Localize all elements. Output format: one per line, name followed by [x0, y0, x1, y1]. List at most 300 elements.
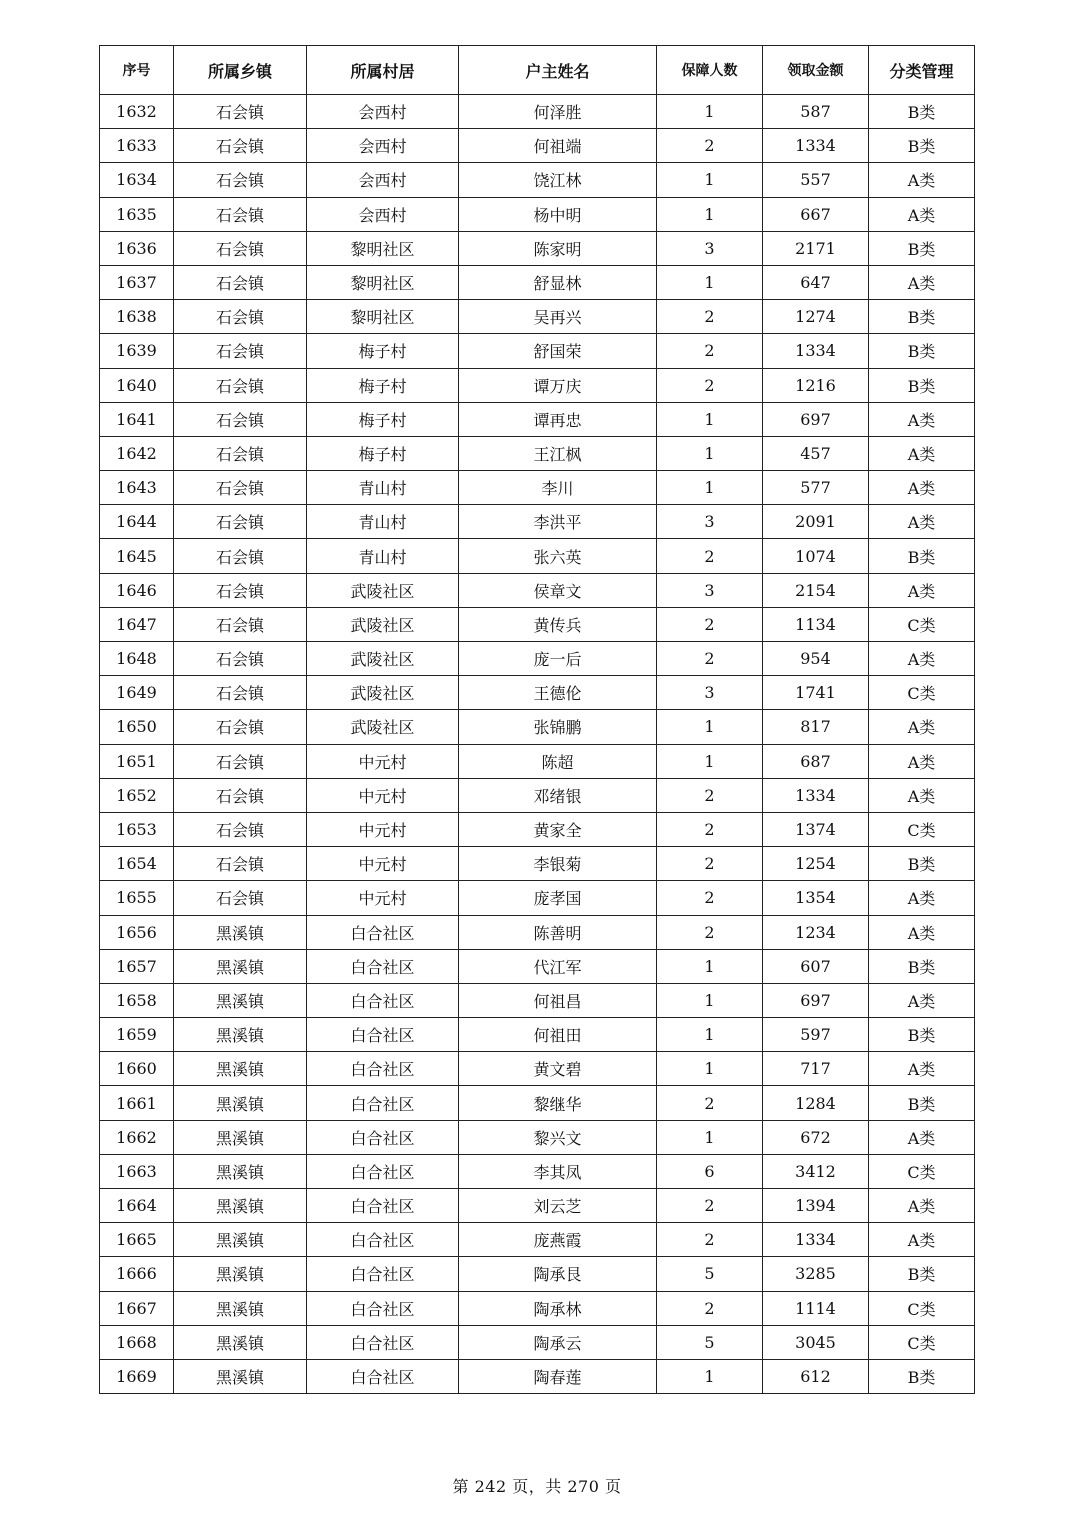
table-row — [100, 402, 975, 436]
cell-persons: 2 — [657, 881, 763, 915]
cell-amount: 817 — [763, 710, 869, 744]
cell-village: 黎明社区 — [307, 265, 459, 299]
cell-village: 会西村 — [307, 95, 459, 129]
cell-index: 1652 — [100, 778, 174, 812]
cell-town: 石会镇 — [174, 300, 307, 334]
cell-persons: 2 — [657, 1189, 763, 1223]
cell-town: 石会镇 — [174, 539, 307, 573]
table-row — [100, 881, 975, 915]
cell-index: 1635 — [100, 197, 174, 231]
cell-persons: 1 — [657, 1120, 763, 1154]
cell-village: 黎明社区 — [307, 231, 459, 265]
cell-category: C类 — [869, 1325, 975, 1359]
cell-householder: 陈家明 — [459, 231, 657, 265]
cell-index: 1638 — [100, 300, 174, 334]
cell-town: 石会镇 — [174, 197, 307, 231]
cell-village: 白合社区 — [307, 1359, 459, 1393]
cell-village: 青山村 — [307, 471, 459, 505]
cell-index: 1669 — [100, 1359, 174, 1393]
cell-householder: 王德伦 — [459, 676, 657, 710]
cell-town: 黑溪镇 — [174, 1359, 307, 1393]
cell-town: 黑溪镇 — [174, 915, 307, 949]
cell-village: 会西村 — [307, 129, 459, 163]
cell-category: A类 — [869, 710, 975, 744]
cell-category: B类 — [869, 368, 975, 402]
cell-category: A类 — [869, 1223, 975, 1257]
cell-householder: 陈善明 — [459, 915, 657, 949]
cell-householder: 黎兴文 — [459, 1120, 657, 1154]
cell-persons: 2 — [657, 1086, 763, 1120]
table-row — [100, 1052, 975, 1086]
cell-persons: 2 — [657, 607, 763, 641]
cell-householder: 何祖田 — [459, 1018, 657, 1052]
cell-householder: 饶江林 — [459, 163, 657, 197]
cell-index: 1644 — [100, 505, 174, 539]
cell-village: 梅子村 — [307, 334, 459, 368]
cell-town: 石会镇 — [174, 642, 307, 676]
cell-town: 黑溪镇 — [174, 1018, 307, 1052]
cell-persons: 5 — [657, 1257, 763, 1291]
cell-category: A类 — [869, 1120, 975, 1154]
cell-village: 会西村 — [307, 163, 459, 197]
cell-amount: 1274 — [763, 300, 869, 334]
cell-amount: 717 — [763, 1052, 869, 1086]
cell-householder: 何祖端 — [459, 129, 657, 163]
cell-category: A类 — [869, 744, 975, 778]
cell-category: C类 — [869, 1154, 975, 1188]
cell-amount: 667 — [763, 197, 869, 231]
cell-town: 黑溪镇 — [174, 1086, 307, 1120]
cell-index: 1661 — [100, 1086, 174, 1120]
cell-householder: 李银菊 — [459, 847, 657, 881]
cell-amount: 1741 — [763, 676, 869, 710]
cell-village: 梅子村 — [307, 436, 459, 470]
cell-persons: 3 — [657, 231, 763, 265]
cell-index: 1642 — [100, 436, 174, 470]
cell-category: A类 — [869, 642, 975, 676]
cell-persons: 3 — [657, 505, 763, 539]
table-row — [100, 710, 975, 744]
cell-amount: 1234 — [763, 915, 869, 949]
cell-householder: 舒显林 — [459, 265, 657, 299]
table-row — [100, 1018, 975, 1052]
cell-index: 1656 — [100, 915, 174, 949]
cell-householder: 邓绪银 — [459, 778, 657, 812]
table-row — [100, 1257, 975, 1291]
cell-persons: 1 — [657, 1359, 763, 1393]
cell-category: B类 — [869, 129, 975, 163]
cell-village: 武陵社区 — [307, 642, 459, 676]
cell-householder: 舒国荣 — [459, 334, 657, 368]
cell-amount: 1334 — [763, 129, 869, 163]
cell-village: 中元村 — [307, 778, 459, 812]
cell-category: B类 — [869, 231, 975, 265]
cell-index: 1657 — [100, 949, 174, 983]
cell-amount: 697 — [763, 402, 869, 436]
cell-village: 白合社区 — [307, 1086, 459, 1120]
cell-persons: 1 — [657, 402, 763, 436]
cell-category: B类 — [869, 1257, 975, 1291]
cell-village: 会西村 — [307, 197, 459, 231]
cell-amount: 597 — [763, 1018, 869, 1052]
cell-amount: 672 — [763, 1120, 869, 1154]
table-row — [100, 1086, 975, 1120]
cell-persons: 2 — [657, 847, 763, 881]
cell-town: 黑溪镇 — [174, 1052, 307, 1086]
cell-category: A类 — [869, 881, 975, 915]
cell-amount: 647 — [763, 265, 869, 299]
cell-town: 石会镇 — [174, 744, 307, 778]
cell-amount: 2171 — [763, 231, 869, 265]
cell-village: 黎明社区 — [307, 300, 459, 334]
cell-village: 武陵社区 — [307, 607, 459, 641]
cell-persons: 1 — [657, 471, 763, 505]
table-row — [100, 197, 975, 231]
cell-amount: 3412 — [763, 1154, 869, 1188]
cell-town: 石会镇 — [174, 812, 307, 846]
table-row — [100, 744, 975, 778]
cell-index: 1643 — [100, 471, 174, 505]
cell-index: 1646 — [100, 573, 174, 607]
cell-amount: 954 — [763, 642, 869, 676]
table-row — [100, 607, 975, 641]
header-cell-town: 所属乡镇 — [174, 46, 307, 95]
cell-persons: 2 — [657, 1223, 763, 1257]
cell-householder: 张锦鹏 — [459, 710, 657, 744]
cell-index: 1649 — [100, 676, 174, 710]
cell-index: 1663 — [100, 1154, 174, 1188]
cell-category: A类 — [869, 471, 975, 505]
cell-persons: 2 — [657, 129, 763, 163]
cell-amount: 1394 — [763, 1189, 869, 1223]
table-row — [100, 1120, 975, 1154]
cell-amount: 457 — [763, 436, 869, 470]
cell-householder: 代江军 — [459, 949, 657, 983]
cell-town: 石会镇 — [174, 334, 307, 368]
cell-town: 石会镇 — [174, 129, 307, 163]
cell-householder: 刘云芝 — [459, 1189, 657, 1223]
cell-persons: 1 — [657, 949, 763, 983]
cell-village: 武陵社区 — [307, 573, 459, 607]
cell-town: 石会镇 — [174, 881, 307, 915]
cell-persons: 1 — [657, 197, 763, 231]
header-cell-village: 所属村居 — [307, 46, 459, 95]
cell-amount: 1134 — [763, 607, 869, 641]
cell-village: 白合社区 — [307, 949, 459, 983]
table-row — [100, 471, 975, 505]
cell-town: 石会镇 — [174, 505, 307, 539]
cell-town: 石会镇 — [174, 573, 307, 607]
cell-index: 1662 — [100, 1120, 174, 1154]
page-number: 第 242 页，共 270 页 — [452, 1477, 622, 1496]
cell-town: 石会镇 — [174, 265, 307, 299]
cell-category: B类 — [869, 1018, 975, 1052]
cell-amount: 1334 — [763, 1223, 869, 1257]
cell-town: 石会镇 — [174, 231, 307, 265]
cell-category: A类 — [869, 1052, 975, 1086]
cell-amount: 587 — [763, 95, 869, 129]
cell-persons: 1 — [657, 265, 763, 299]
cell-village: 白合社区 — [307, 1257, 459, 1291]
cell-householder: 陶春莲 — [459, 1359, 657, 1393]
cell-category: A类 — [869, 265, 975, 299]
cell-village: 白合社区 — [307, 1189, 459, 1223]
cell-index: 1639 — [100, 334, 174, 368]
cell-index: 1636 — [100, 231, 174, 265]
cell-village: 白合社区 — [307, 983, 459, 1017]
table-row — [100, 1359, 975, 1393]
cell-category: A类 — [869, 197, 975, 231]
cell-category: C类 — [869, 812, 975, 846]
cell-persons: 1 — [657, 436, 763, 470]
cell-category: A类 — [869, 505, 975, 539]
cell-village: 中元村 — [307, 812, 459, 846]
table-row — [100, 1291, 975, 1325]
table-row — [100, 129, 975, 163]
cell-householder: 陶承林 — [459, 1291, 657, 1325]
cell-category: A类 — [869, 1189, 975, 1223]
cell-persons: 2 — [657, 368, 763, 402]
table-row — [100, 915, 975, 949]
cell-amount: 1074 — [763, 539, 869, 573]
table-row — [100, 1325, 975, 1359]
cell-persons: 1 — [657, 1018, 763, 1052]
cell-village: 中元村 — [307, 847, 459, 881]
cell-village: 白合社区 — [307, 1052, 459, 1086]
cell-amount: 577 — [763, 471, 869, 505]
cell-amount: 557 — [763, 163, 869, 197]
cell-amount: 1284 — [763, 1086, 869, 1120]
cell-persons: 2 — [657, 915, 763, 949]
cell-persons: 3 — [657, 676, 763, 710]
table-row — [100, 983, 975, 1017]
cell-householder: 李川 — [459, 471, 657, 505]
cell-index: 1667 — [100, 1291, 174, 1325]
cell-category: A类 — [869, 163, 975, 197]
cell-category: C类 — [869, 676, 975, 710]
cell-index: 1651 — [100, 744, 174, 778]
cell-category: C类 — [869, 1291, 975, 1325]
cell-persons: 2 — [657, 642, 763, 676]
cell-village: 白合社区 — [307, 1223, 459, 1257]
header-cell-category: 分类管理 — [869, 46, 975, 95]
cell-persons: 2 — [657, 300, 763, 334]
cell-village: 白合社区 — [307, 1325, 459, 1359]
table-row — [100, 812, 975, 846]
cell-householder: 李洪平 — [459, 505, 657, 539]
header-row — [100, 46, 975, 95]
table-row — [100, 1223, 975, 1257]
cell-category: A类 — [869, 778, 975, 812]
cell-village: 白合社区 — [307, 1120, 459, 1154]
cell-householder: 谭再忠 — [459, 402, 657, 436]
cell-amount: 2091 — [763, 505, 869, 539]
cell-category: B类 — [869, 300, 975, 334]
cell-householder: 何祖昌 — [459, 983, 657, 1017]
header-cell-index: 序号 — [100, 46, 174, 95]
cell-amount: 1354 — [763, 881, 869, 915]
table-row — [100, 847, 975, 881]
cell-village: 梅子村 — [307, 368, 459, 402]
cell-amount: 607 — [763, 949, 869, 983]
header-cell-householder: 户主姓名 — [459, 46, 657, 95]
cell-index: 1633 — [100, 129, 174, 163]
cell-householder: 黄家全 — [459, 812, 657, 846]
cell-householder: 吴再兴 — [459, 300, 657, 334]
cell-amount: 697 — [763, 983, 869, 1017]
cell-village: 青山村 — [307, 539, 459, 573]
cell-category: A类 — [869, 983, 975, 1017]
table-row — [100, 231, 975, 265]
cell-index: 1664 — [100, 1189, 174, 1223]
cell-index: 1668 — [100, 1325, 174, 1359]
table-row — [100, 573, 975, 607]
cell-persons: 3 — [657, 573, 763, 607]
cell-householder: 黎继华 — [459, 1086, 657, 1120]
header-cell-persons: 保障人数 — [657, 46, 763, 95]
table-header — [100, 46, 975, 95]
cell-householder: 张六英 — [459, 539, 657, 573]
cell-index: 1634 — [100, 163, 174, 197]
cell-amount: 1334 — [763, 778, 869, 812]
cell-householder: 谭万庆 — [459, 368, 657, 402]
cell-persons: 6 — [657, 1154, 763, 1188]
cell-town: 黑溪镇 — [174, 1189, 307, 1223]
cell-town: 石会镇 — [174, 710, 307, 744]
cell-village: 武陵社区 — [307, 710, 459, 744]
cell-householder: 庞一后 — [459, 642, 657, 676]
cell-town: 石会镇 — [174, 471, 307, 505]
cell-town: 黑溪镇 — [174, 1223, 307, 1257]
table-row — [100, 1189, 975, 1223]
cell-amount: 2154 — [763, 573, 869, 607]
cell-householder: 王江枫 — [459, 436, 657, 470]
cell-householder: 何泽胜 — [459, 95, 657, 129]
cell-category: A类 — [869, 573, 975, 607]
cell-persons: 1 — [657, 983, 763, 1017]
cell-town: 石会镇 — [174, 95, 307, 129]
cell-amount: 1254 — [763, 847, 869, 881]
cell-householder: 黄传兵 — [459, 607, 657, 641]
table-row — [100, 1154, 975, 1188]
cell-town: 石会镇 — [174, 676, 307, 710]
cell-town: 石会镇 — [174, 778, 307, 812]
cell-persons: 2 — [657, 539, 763, 573]
cell-householder: 陈超 — [459, 744, 657, 778]
cell-category: B类 — [869, 95, 975, 129]
cell-index: 1660 — [100, 1052, 174, 1086]
cell-index: 1645 — [100, 539, 174, 573]
data-table — [99, 45, 975, 1394]
cell-householder: 陶承云 — [459, 1325, 657, 1359]
table-row — [100, 300, 975, 334]
cell-category: A类 — [869, 915, 975, 949]
cell-index: 1641 — [100, 402, 174, 436]
cell-householder: 庞孝国 — [459, 881, 657, 915]
cell-town: 黑溪镇 — [174, 949, 307, 983]
cell-town: 石会镇 — [174, 368, 307, 402]
cell-category: B类 — [869, 539, 975, 573]
table-row — [100, 778, 975, 812]
cell-index: 1655 — [100, 881, 174, 915]
cell-index: 1658 — [100, 983, 174, 1017]
cell-village: 武陵社区 — [307, 676, 459, 710]
cell-town: 石会镇 — [174, 402, 307, 436]
cell-village: 白合社区 — [307, 1154, 459, 1188]
cell-village: 白合社区 — [307, 1291, 459, 1325]
cell-town: 黑溪镇 — [174, 1120, 307, 1154]
cell-householder: 杨中明 — [459, 197, 657, 231]
table-row — [100, 163, 975, 197]
cell-householder: 陶承艮 — [459, 1257, 657, 1291]
cell-amount: 3045 — [763, 1325, 869, 1359]
table-row — [100, 334, 975, 368]
cell-village: 梅子村 — [307, 402, 459, 436]
cell-householder: 黄文碧 — [459, 1052, 657, 1086]
cell-town: 黑溪镇 — [174, 1325, 307, 1359]
cell-index: 1653 — [100, 812, 174, 846]
cell-village: 中元村 — [307, 881, 459, 915]
cell-category: B类 — [869, 334, 975, 368]
cell-category: C类 — [869, 607, 975, 641]
cell-amount: 1334 — [763, 334, 869, 368]
cell-village: 白合社区 — [307, 915, 459, 949]
cell-town: 石会镇 — [174, 607, 307, 641]
cell-category: A类 — [869, 436, 975, 470]
cell-town: 石会镇 — [174, 163, 307, 197]
cell-persons: 2 — [657, 812, 763, 846]
table-body — [100, 95, 975, 1394]
cell-village: 白合社区 — [307, 1018, 459, 1052]
cell-persons: 2 — [657, 334, 763, 368]
cell-index: 1654 — [100, 847, 174, 881]
cell-index: 1665 — [100, 1223, 174, 1257]
table-row — [100, 95, 975, 129]
cell-amount: 1374 — [763, 812, 869, 846]
cell-category: B类 — [869, 847, 975, 881]
cell-index: 1637 — [100, 265, 174, 299]
table-row — [100, 436, 975, 470]
cell-amount: 687 — [763, 744, 869, 778]
cell-persons: 2 — [657, 1291, 763, 1325]
table-row — [100, 949, 975, 983]
cell-category: B类 — [869, 1359, 975, 1393]
cell-index: 1632 — [100, 95, 174, 129]
header-cell-amount: 领取金额 — [763, 46, 869, 95]
cell-town: 黑溪镇 — [174, 983, 307, 1017]
cell-index: 1650 — [100, 710, 174, 744]
table-row — [100, 265, 975, 299]
cell-town: 石会镇 — [174, 847, 307, 881]
cell-persons: 1 — [657, 744, 763, 778]
cell-town: 黑溪镇 — [174, 1257, 307, 1291]
table-row — [100, 505, 975, 539]
cell-amount: 1114 — [763, 1291, 869, 1325]
cell-category: B类 — [869, 949, 975, 983]
cell-index: 1666 — [100, 1257, 174, 1291]
cell-householder: 李其凤 — [459, 1154, 657, 1188]
cell-town: 黑溪镇 — [174, 1291, 307, 1325]
table-row — [100, 676, 975, 710]
cell-category: B类 — [869, 1086, 975, 1120]
cell-town: 黑溪镇 — [174, 1154, 307, 1188]
cell-amount: 612 — [763, 1359, 869, 1393]
cell-persons: 1 — [657, 95, 763, 129]
cell-persons: 1 — [657, 163, 763, 197]
cell-town: 石会镇 — [174, 436, 307, 470]
cell-householder: 庞燕霞 — [459, 1223, 657, 1257]
cell-persons: 1 — [657, 1052, 763, 1086]
